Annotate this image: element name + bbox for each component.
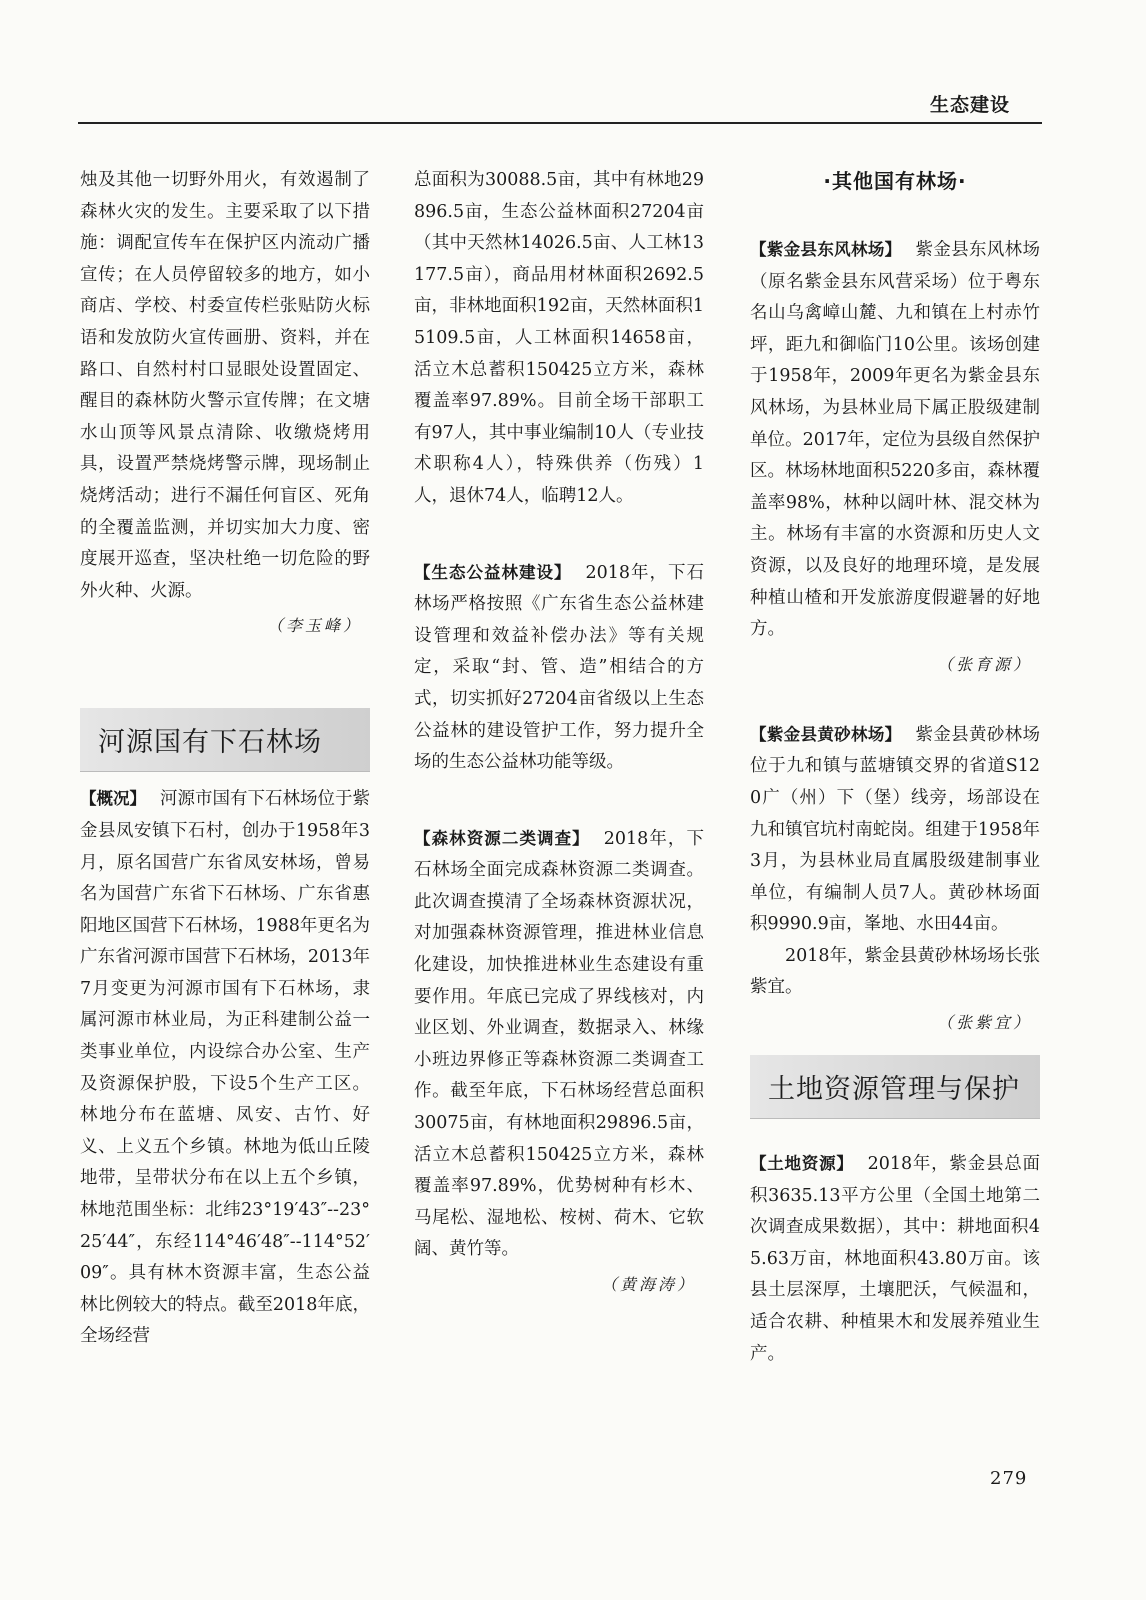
overview-text: 河源市国有下石林场位于紫金县凤安镇下石村，创办于1958年3月，原名国营广东省凤安林场，曾易名为国营广东省下石林场、广东省惠阳地区国营下石林场，1988年更名为广东省河源市国营下石林场，2013年7月变更为河源市国有下石林场，隶属河源市林业局，为正科建制公益一类事业单位，内设综合办公室、生产及资源保护股，下设5个生产工区。林地分布在蓝塘、凤安、古竹、好义、上义五个乡镇。林地为低山丘陵地带，呈带状分布在以上五个乡镇，林地范围坐标：北纬23°19′43″--23°25′44″，东经114°46′48″--114°52′09″。具有林木资源丰富，生态公益林比例较大的特点。截至2018年底，全场经营: [80, 789, 370, 1347]
column-2: [414, 165, 704, 1295]
eco-forest-text: 2018年，下石林场严格按照《广东省生态公益林建设管理和效益补偿办法》等有关规定，采取“封、管、造”相结合的方式，切实抓好27204亩省级以上生态公益林的建设管护工作，努力提升全场的生态公益林功能等级。: [414, 562, 704, 773]
dongfeng-paragraph: [750, 234, 1040, 646]
col3-author-zhang-yuyuan: （张育源）: [936, 654, 1032, 674]
eco-forest-paragraph: [414, 557, 704, 779]
survey-lead: 【森林资源二类调查】: [414, 828, 590, 848]
xiashi-overview-paragraph: [80, 783, 370, 1353]
land-lead: 【土地资源】: [750, 1154, 854, 1174]
overview-lead: 【概况】: [80, 789, 146, 809]
column-3: [750, 165, 1040, 1370]
huangsha-director-paragraph: 2018年，紫金县黄砂林场场长张紫宜。: [750, 945, 1040, 998]
land-resource-paragraph: [750, 1148, 1040, 1370]
section-banner-land: 土地资源管理与保护: [750, 1055, 1040, 1118]
dongfeng-lead: 【紫金县东风林场】: [750, 240, 902, 259]
huangsha-lead: 【紫金县黄砂林场】: [750, 724, 902, 744]
col2-continuation-paragraph: 总面积为30088.5亩，其中有林地29896.5亩，生态公益林面积27204亩（其中天然林14026.5亩、人工林13177.5亩），商品用材林面积2692.5亩，非林地面积192亩，天然林面积15109.5亩，人工林面积14658亩，活立木总蓄积150425立方米，森林覆盖率97.89%。目前全场干部职工有97人，其中事业编制10人（专业技术职称4人），特殊供养（伤残）1人，退休74人，临聘12人。: [414, 170, 704, 506]
header-rule: [78, 122, 1042, 124]
other-forest-farms-heading: ·其他国有林场·: [823, 169, 967, 193]
eco-forest-lead: 【生态公益林建设】: [414, 562, 572, 582]
page-number: 279: [990, 1468, 1028, 1489]
running-header-title: 生态建设: [930, 94, 1011, 116]
huangsha-paragraph: [750, 719, 1040, 941]
column-1: [80, 165, 370, 1353]
col1-continuation-paragraph: 烛及其他一切野外用火，有效遏制了森林火灾的发生。主要采取了以下措施：调配宣传车在保护区内流动广播宣传；在人员停留较多的地方，如小商店、学校、村委宣传栏张贴防火标语和发放防火宣传画册、资料，并在路口、自然村村口显眼处设置固定、醒目的森林防火警示宣传牌；在文塘水山顶等风景点清除、收缴烧烤用具，设置严禁烧烤警示牌，现场制止烧烤活动；进行不漏任何盲区、死角的全覆盖监测，并切实加大力度、密度展开巡查，坚决杜绝一切危险的野外火种、火源。: [80, 170, 370, 601]
col3-author-zhang-ziyi: （张紫宜）: [936, 1013, 1032, 1033]
dongfeng-text: 紫金县东风林场（原名紫金县东风营采场）位于粤东名山乌禽嶂山麓、九和镇在上村赤竹坪，距九和御临门10公里。该场创建于1958年，2009年更名为紫金县东风林场，为县林业局下属正股级建制单位。2017年，定位为县级自然保护区。林场林地面积5220多亩，森林覆盖率98%，林种以阔叶林、混交林为主。林场有丰富的水资源和历史人文资源，以及良好的地理环境，是发展种植山楂和开发旅游度假避暑的好地方。: [750, 240, 1040, 640]
col2-author-huang-haitao: （黄海涛）: [600, 1275, 696, 1294]
survey-paragraph: [414, 823, 704, 1266]
col1-author-li-yufeng: （李玉峰）: [266, 616, 362, 636]
section-banner-xiashi: 河源国有下石林场: [80, 708, 370, 771]
land-text: 2018年，紫金县总面积3635.13平方公里（全国土地第二次调查成果数据），其中：耕地面积45.63万亩，林地面积43.80万亩。该县土层深厚，土壤肥沃，气候温和，适合农耕、种植果木和发展养殖业生产。: [750, 1154, 1040, 1364]
huangsha-text: 紫金县黄砂林场位于九和镇与蓝塘镇交界的省道S120广（州）下（堡）线旁，场部设在九和镇官坑村南蛇岗。组建于1958年3月，为县林业局直属股级建制事业单位，有编制人员7人。黄砂林场面积9990.9亩，峯地、水田44亩。: [750, 724, 1040, 935]
survey-text: 2018年，下石林场全面完成森林资源二类调查。此次调查摸清了全场森林资源状况，对加强森林资源管理，推进林业信息化建设，加快推进林业生态建设有重要作用。年底已完成了界线核对，内业区划、外业调查，数据录入、林缘小班边界修正等森林资源二类调查工作。截至年底，下石林场经营总面积30075亩，有林地面积29896.5亩，活立木总蓄积150425立方米，森林覆盖率97.89%，优势树种有杉木、马尾松、湿地松、桉树、荷木、它软阔、黄竹等。: [414, 828, 704, 1260]
